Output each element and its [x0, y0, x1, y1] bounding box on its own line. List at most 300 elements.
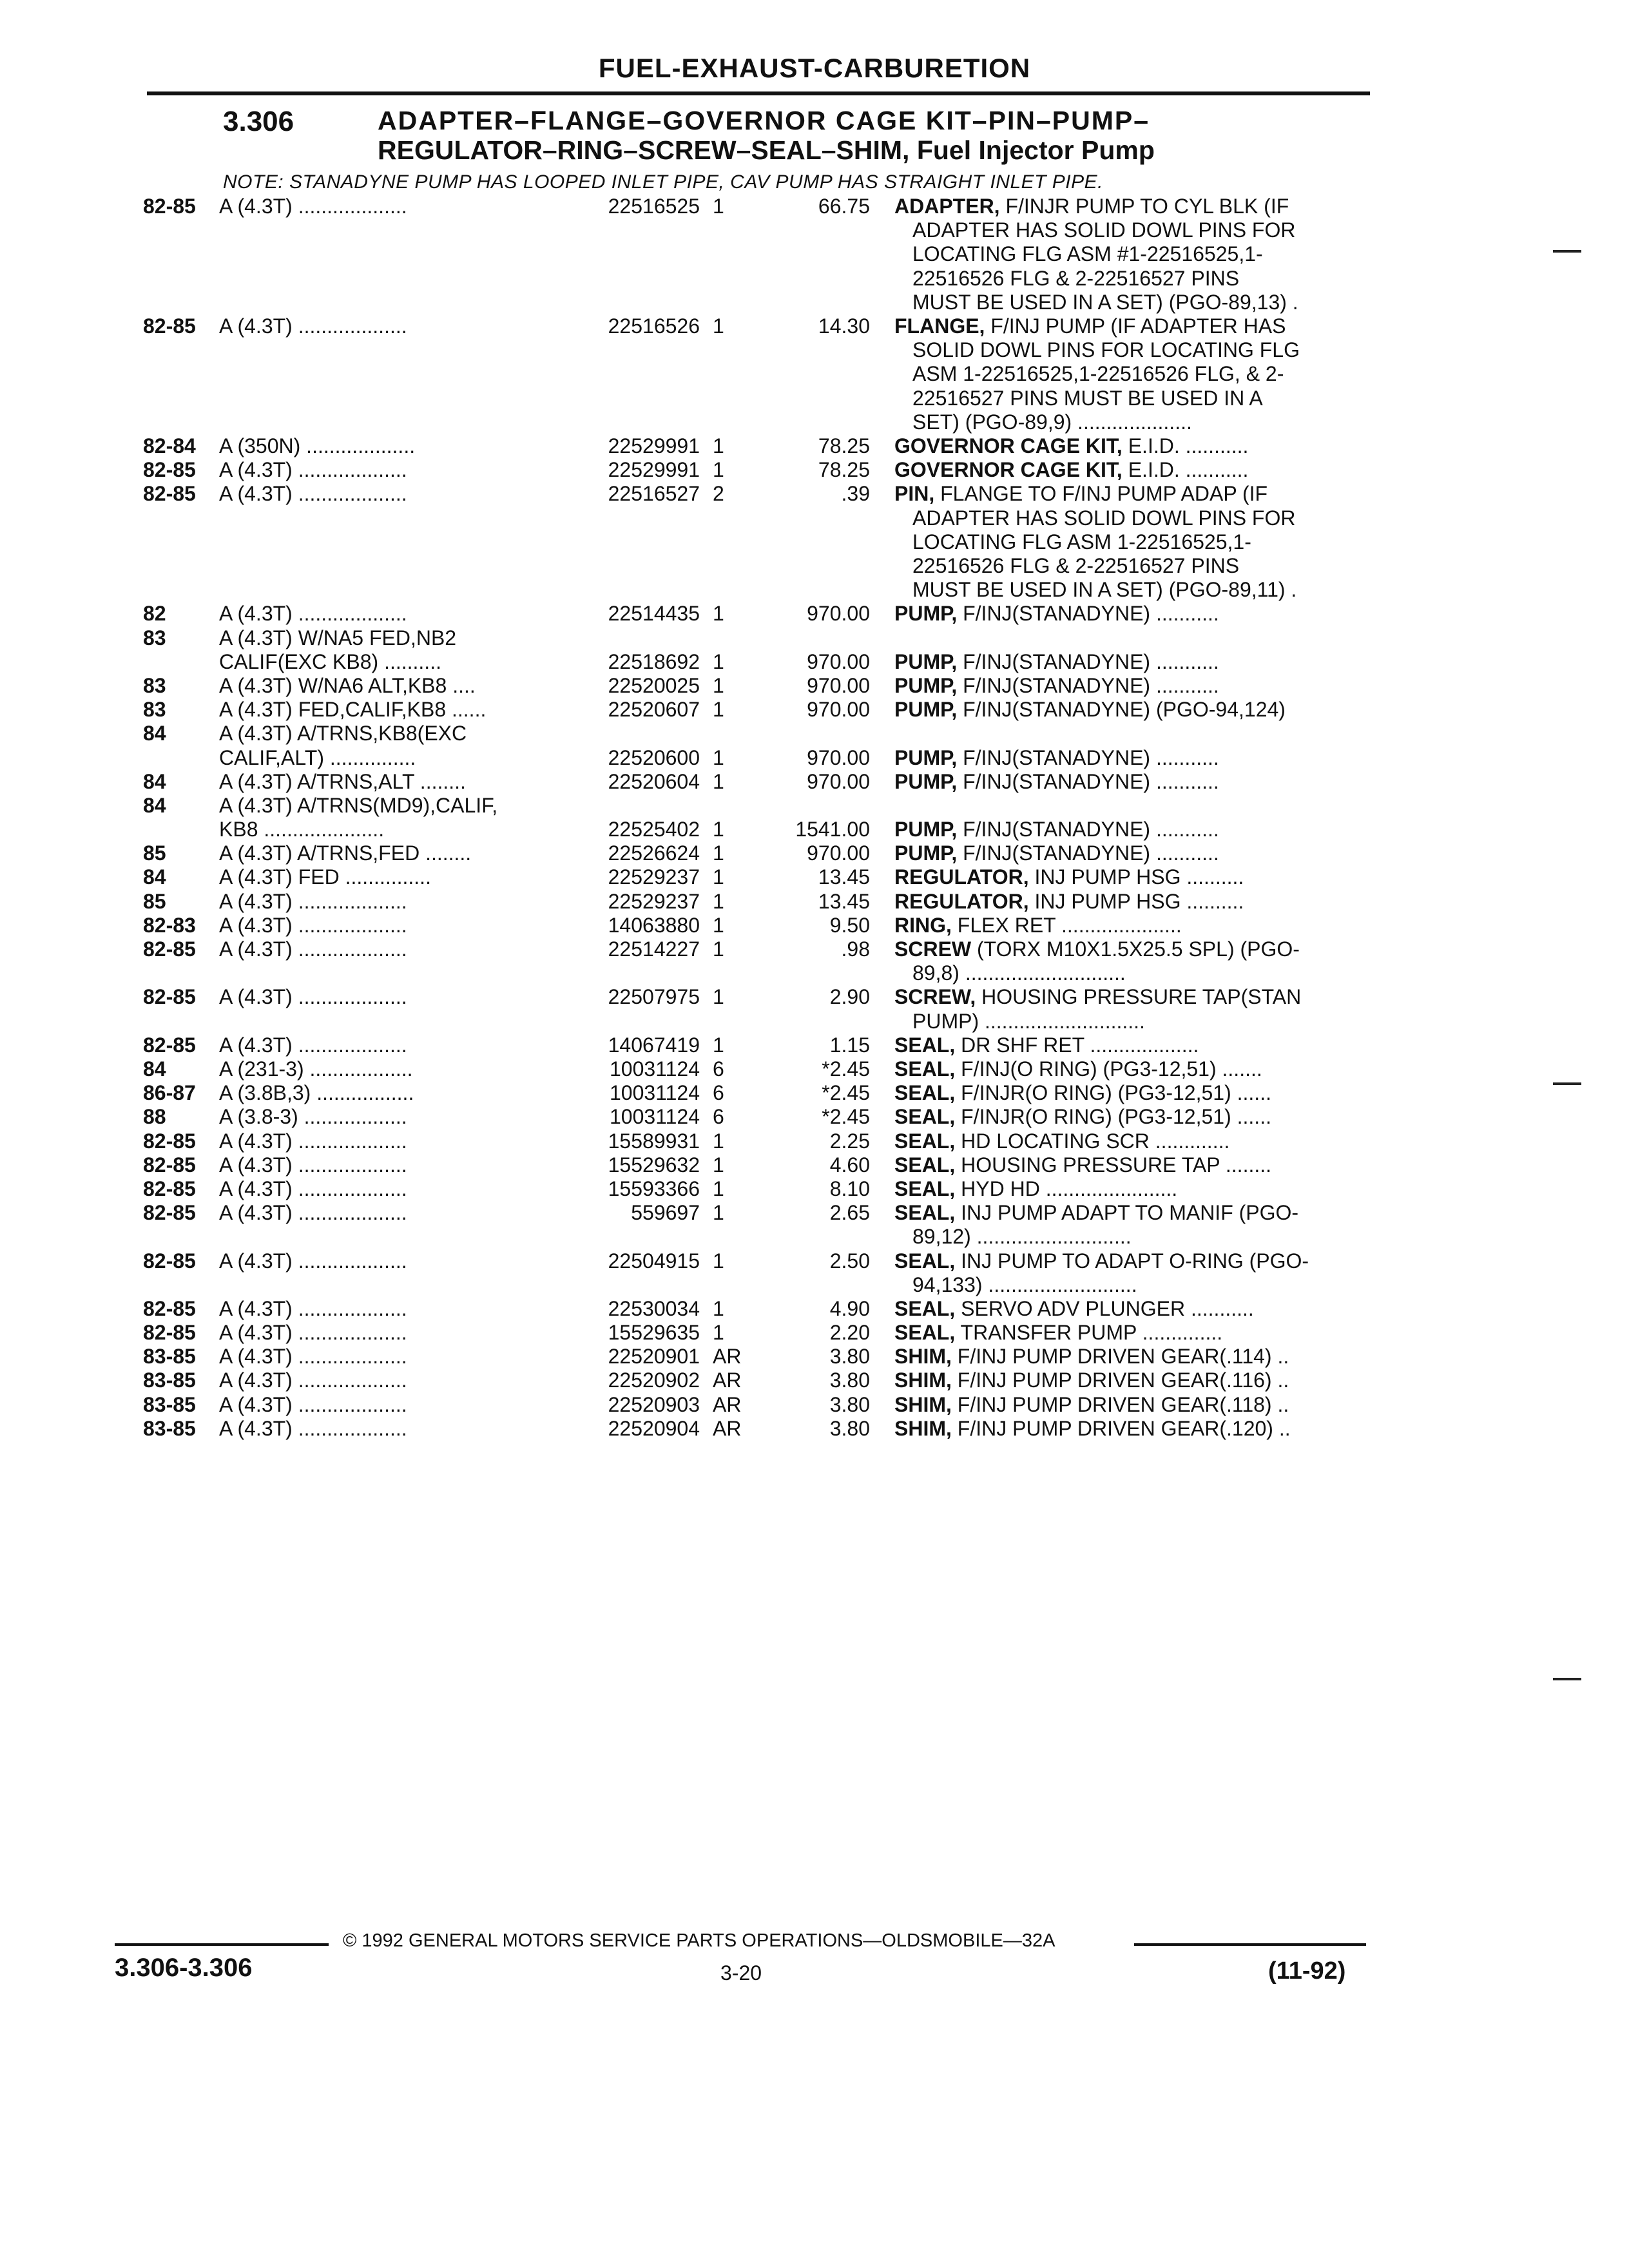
part-number: 22529991	[608, 458, 700, 482]
part-description	[894, 1201, 1365, 1249]
part-name: FLANGE,	[894, 314, 985, 338]
part-description-line: 94,133) ..........................	[912, 1273, 1137, 1296]
part-application	[219, 1393, 568, 1417]
part-description-line	[894, 698, 1365, 722]
part-years: 82-85	[143, 482, 196, 506]
part-application-line: A (231-3) ..................	[219, 1057, 413, 1081]
part-description-text: F/INJ(STANADYNE) ...........	[957, 649, 1219, 673]
table-row	[0, 458, 1629, 482]
part-description-line	[894, 841, 1365, 865]
part-description	[894, 1417, 1365, 1441]
part-name: SHIM,	[894, 1392, 952, 1416]
part-years: 84	[143, 722, 166, 745]
part-quantity: 1	[713, 745, 724, 769]
part-application-line: A (4.3T) ...................	[219, 1129, 407, 1153]
part-application	[219, 1249, 568, 1273]
part-application-line: A (4.3T) ...................	[219, 985, 407, 1009]
part-number: 22520025	[608, 673, 700, 697]
part-number: 22520607	[608, 698, 700, 722]
part-description-line	[894, 1321, 1365, 1345]
part-description-text: FLEX RET .....................	[951, 913, 1182, 937]
part-number: 22529991	[608, 434, 700, 457]
part-years: 84	[143, 793, 166, 817]
part-description-text: F/INJ PUMP DRIVEN GEAR(.120) ..	[951, 1416, 1291, 1440]
part-description-line: ADAPTER HAS SOLID DOWL PINS FOR	[912, 218, 1296, 242]
part-description-text: SERVO ADV PLUNGER ...........	[955, 1296, 1254, 1320]
part-years: 82-85	[143, 1177, 196, 1200]
part-years: 82-85	[143, 937, 196, 961]
part-application-line: A (4.3T) ...................	[219, 314, 407, 338]
part-quantity: AR	[713, 1345, 742, 1369]
part-application	[219, 1081, 568, 1105]
part-number: 15529632	[608, 1153, 700, 1177]
part-quantity: 6	[713, 1081, 724, 1105]
part-description-text: DR SHF RET ...................	[955, 1033, 1199, 1057]
part-description-line	[894, 985, 1365, 1009]
part-application	[219, 1297, 568, 1321]
part-quantity: 1	[713, 818, 724, 841]
part-quantity: AR	[713, 1392, 742, 1416]
part-description	[894, 841, 1365, 865]
part-description-text: F/INJ(STANADYNE) ...........	[957, 602, 1219, 626]
table-row	[0, 1057, 1629, 1081]
part-number: 10031124	[610, 1057, 700, 1081]
part-number: 22529237	[608, 865, 700, 889]
part-price: 3.80	[829, 1416, 870, 1440]
part-description	[894, 314, 1365, 434]
part-application	[219, 1417, 568, 1441]
part-description	[894, 1393, 1365, 1417]
part-description-text: INJ PUMP TO ADAPT O-RING (PGO-	[955, 1249, 1309, 1273]
part-application	[219, 937, 568, 961]
part-description-line	[894, 1201, 1365, 1225]
part-description-line: ASM 1-22516525,1-22516526 FLG, & 2-	[912, 362, 1284, 386]
part-years: 86-87	[143, 1081, 196, 1105]
part-name: PUMP,	[894, 745, 958, 769]
part-years: 88	[143, 1105, 166, 1129]
part-application-line: A (4.3T) A/TRNS,FED ........	[219, 841, 472, 865]
part-application-line: A (4.3T) ...................	[219, 937, 407, 961]
part-description	[894, 890, 1365, 914]
part-quantity: 1	[713, 602, 724, 626]
part-description-text: F/INJR(O RING) (PG3-12,51) ......	[955, 1081, 1271, 1105]
part-name: SEAL,	[894, 1057, 956, 1081]
part-price: *2.45	[822, 1081, 870, 1105]
part-price: 78.25	[818, 458, 870, 482]
part-description-text: E.I.D. ...........	[1122, 434, 1249, 457]
part-name: SEAL,	[894, 1249, 956, 1273]
part-description	[894, 985, 1365, 1033]
part-description-text: INJ PUMP ADAPT TO MANIF (PGO-	[955, 1201, 1299, 1225]
part-description-text: HYD HD .......................	[955, 1177, 1178, 1200]
part-description-line: 89,8) ............................	[912, 961, 1126, 985]
part-quantity: 1	[713, 458, 724, 482]
part-description-line	[894, 1417, 1365, 1441]
part-quantity: 1	[713, 698, 724, 722]
part-years: 82-85	[143, 1033, 196, 1057]
part-description	[894, 1249, 1365, 1297]
part-price: 66.75	[818, 195, 870, 218]
section-note: NOTE: STANADYNE PUMP HAS LOOPED INLET PIPE, CAV PUMP HAS STRAIGHT INLET PIPE.	[223, 171, 1103, 193]
part-description	[894, 602, 1365, 626]
part-name: SHIM,	[894, 1416, 952, 1440]
part-price: 1.15	[829, 1033, 870, 1057]
part-description-line: LOCATING FLG ASM #1-22516525,1-	[912, 242, 1263, 266]
part-number: 14063880	[608, 913, 700, 937]
part-application-line: A (4.3T) ...................	[219, 482, 407, 506]
table-row	[0, 698, 1629, 722]
part-number: 22525402	[608, 818, 700, 841]
part-description-text: F/INJ PUMP DRIVEN GEAR(.114) ..	[951, 1345, 1289, 1369]
part-application-line: A (4.3T) ...................	[219, 1321, 407, 1345]
part-description-line	[894, 1129, 1365, 1153]
section-title-line-2	[378, 135, 1228, 165]
part-description-line: SOLID DOWL PINS FOR LOCATING FLG	[912, 338, 1300, 362]
part-price: 13.45	[818, 865, 870, 889]
part-description-line	[894, 818, 1365, 841]
part-application	[219, 1105, 568, 1129]
part-description-line	[894, 674, 1365, 698]
part-description-line	[894, 937, 1365, 961]
table-row	[0, 626, 1629, 674]
part-price: 2.25	[829, 1129, 870, 1153]
part-quantity: 1	[713, 1129, 724, 1153]
part-application	[219, 458, 568, 482]
part-application-line: A (4.3T) ...................	[219, 1201, 407, 1225]
part-number: 10031124	[610, 1081, 700, 1105]
part-description-line	[894, 195, 1365, 218]
part-application	[219, 1345, 568, 1369]
part-quantity: 1	[713, 1296, 724, 1320]
part-application-line: A (4.3T) A/TRNS,KB8(EXC	[219, 722, 467, 745]
part-name: SHIM,	[894, 1345, 952, 1369]
part-years: 82-85	[143, 1321, 196, 1345]
part-quantity: 1	[713, 769, 724, 793]
part-number: 14067419	[608, 1033, 700, 1057]
table-row	[0, 1129, 1629, 1153]
part-quantity: AR	[713, 1416, 742, 1440]
part-price: 9.50	[829, 913, 870, 937]
part-application-line: A (4.3T) ...................	[219, 602, 407, 626]
part-application-line: A (4.3T) FED,CALIF,KB8 ......	[219, 698, 487, 722]
part-application	[219, 865, 568, 889]
part-quantity: 1	[713, 673, 724, 697]
part-years: 83-85	[143, 1369, 196, 1392]
part-application-line: A (4.3T) ...................	[219, 1296, 407, 1320]
part-years: 82-85	[143, 314, 196, 338]
part-years: 82-85	[143, 458, 196, 482]
table-row	[0, 1201, 1629, 1249]
part-description-line	[894, 1105, 1365, 1129]
part-price: 1541.00	[795, 818, 870, 841]
table-row	[0, 1369, 1629, 1392]
part-number: 22520902	[608, 1369, 700, 1392]
part-name: PUMP,	[894, 649, 958, 673]
footer-page-number: 3-20	[720, 1961, 762, 1984]
part-description-line: PUMP) ............................	[912, 1009, 1145, 1033]
part-years: 82-85	[143, 195, 196, 218]
part-application-line: A (4.3T) A/TRNS(MD9),CALIF,	[219, 793, 498, 817]
part-description-line	[894, 434, 1365, 458]
part-number: 22507975	[608, 985, 700, 1009]
part-description-text: E.I.D. ...........	[1122, 458, 1249, 482]
part-name: REGULATOR,	[894, 889, 1029, 913]
part-description-line	[894, 770, 1365, 794]
part-application	[219, 985, 568, 1009]
part-description	[894, 1153, 1365, 1177]
part-application	[219, 841, 568, 865]
part-description-text: F/INJR(O RING) (PG3-12,51) ......	[955, 1105, 1271, 1129]
table-row	[0, 195, 1629, 314]
part-application	[219, 890, 568, 914]
part-price: 2.65	[829, 1201, 870, 1225]
part-price: 970.00	[807, 769, 870, 793]
part-description-text: TRANSFER PUMP ..............	[955, 1321, 1223, 1345]
part-description-line	[894, 1177, 1365, 1201]
part-years: 83	[143, 626, 166, 649]
part-number: 22514227	[608, 937, 700, 961]
part-application-line: A (4.3T) A/TRNS,ALT ........	[219, 769, 466, 793]
part-application	[219, 314, 568, 338]
part-description-text: F/INJ PUMP (IF ADAPTER HAS	[985, 314, 1286, 338]
part-years: 85	[143, 841, 166, 865]
part-price: 3.80	[829, 1345, 870, 1369]
part-number: 559697	[631, 1201, 700, 1225]
part-years: 83	[143, 698, 166, 722]
part-description-line	[894, 890, 1365, 914]
table-row	[0, 1153, 1629, 1177]
part-description-line: MUST BE USED IN A SET) (PGO-89,13) .	[912, 290, 1298, 314]
part-description-line	[894, 914, 1365, 937]
part-description-line: 89,12) ...........................	[912, 1225, 1132, 1249]
part-description-text: F/INJ(STANADYNE) ...........	[957, 673, 1219, 697]
footer-section-range: 3.306-3.306	[115, 1954, 253, 1982]
part-price: .39	[841, 482, 870, 506]
part-price: 2.20	[829, 1321, 870, 1345]
part-price: 2.90	[829, 985, 870, 1009]
part-quantity: 1	[713, 1177, 724, 1200]
part-application	[219, 770, 568, 794]
part-name: SCREW,	[894, 985, 976, 1009]
part-description	[894, 746, 1365, 770]
part-description-line	[894, 1057, 1365, 1081]
part-description-text: F/INJ PUMP DRIVEN GEAR(.116) ..	[951, 1369, 1289, 1392]
part-number: 22520600	[608, 745, 700, 769]
part-quantity: 1	[713, 889, 724, 913]
section-title	[378, 106, 1228, 165]
margin-mark	[1553, 1678, 1581, 1680]
part-price: 14.30	[818, 314, 870, 338]
table-row	[0, 1417, 1629, 1441]
part-application	[219, 914, 568, 937]
part-number: 22530034	[608, 1296, 700, 1320]
part-application-line: A (4.3T) W/NA6 ALT,KB8 ....	[219, 673, 476, 697]
table-row	[0, 914, 1629, 937]
part-description-line: SET) (PGO-89,9) ....................	[912, 410, 1192, 434]
part-application	[219, 698, 568, 722]
section-number: 3.306	[223, 106, 294, 137]
part-description-line	[894, 650, 1365, 674]
part-price: 970.00	[807, 673, 870, 697]
part-price: .98	[841, 937, 870, 961]
part-application	[219, 1153, 568, 1177]
part-description	[894, 674, 1365, 698]
part-description-text: HD LOCATING SCR .............	[955, 1129, 1230, 1153]
part-years: 83	[143, 673, 166, 697]
part-application	[219, 1201, 568, 1225]
part-price: *2.45	[822, 1105, 870, 1129]
part-application	[219, 1321, 568, 1345]
part-description	[894, 482, 1365, 602]
part-number: 22520604	[608, 769, 700, 793]
part-application	[219, 1033, 568, 1057]
part-years: 83-85	[143, 1345, 196, 1369]
part-application-line: A (4.3T) ...................	[219, 913, 407, 937]
section-subtitle: Fuel Injector Pump	[916, 135, 1155, 165]
part-quantity: 1	[713, 913, 724, 937]
part-quantity: 1	[713, 865, 724, 889]
table-row	[0, 841, 1629, 865]
part-description-line: MUST BE USED IN A SET) (PGO-89,11) .	[912, 578, 1297, 602]
part-description-line: ADAPTER HAS SOLID DOWL PINS FOR	[912, 506, 1296, 530]
table-row	[0, 985, 1629, 1033]
part-price: 3.80	[829, 1392, 870, 1416]
table-row	[0, 674, 1629, 698]
part-description-text: F/INJ(STANADYNE) (PGO-94,124)	[957, 698, 1286, 722]
footer-divider-right	[1134, 1943, 1366, 1946]
part-quantity: 1	[713, 1153, 724, 1177]
part-years: 82-85	[143, 1201, 196, 1225]
part-price: *2.45	[822, 1057, 870, 1081]
part-description-text: INJ PUMP HSG ..........	[1028, 865, 1244, 889]
table-row	[0, 1081, 1629, 1105]
part-name: SCREW	[894, 937, 972, 961]
table-row	[0, 1105, 1629, 1129]
section-title-line-2-text: REGULATOR–RING–SCREW–SEAL–SHIM,	[378, 135, 910, 165]
table-row	[0, 865, 1629, 889]
margin-mark	[1553, 1082, 1581, 1085]
part-quantity: 1	[713, 937, 724, 961]
table-row	[0, 1321, 1629, 1345]
part-application	[219, 482, 568, 506]
part-years: 84	[143, 769, 166, 793]
part-description-line	[894, 1249, 1365, 1273]
part-application	[219, 602, 568, 626]
part-quantity: 1	[713, 314, 724, 338]
part-application-line: A (4.3T) W/NA5 FED,NB2	[219, 626, 457, 649]
part-application-line: A (4.3T) ...................	[219, 1392, 407, 1416]
part-description	[894, 650, 1365, 674]
part-description-line	[894, 458, 1365, 482]
part-description	[894, 937, 1365, 985]
part-description-line	[894, 865, 1365, 889]
part-price: 3.80	[829, 1369, 870, 1392]
part-application	[219, 1057, 568, 1081]
part-number: 15589931	[608, 1129, 700, 1153]
part-quantity: 1	[713, 1249, 724, 1273]
part-number: 22520904	[608, 1416, 700, 1440]
part-price: 970.00	[807, 745, 870, 769]
part-description-line	[894, 1369, 1365, 1392]
table-row	[0, 1177, 1629, 1201]
table-row	[0, 722, 1629, 769]
part-number: 15593366	[608, 1177, 700, 1200]
part-description-text: FLANGE TO F/INJ PUMP ADAP (IF	[934, 482, 1268, 506]
margin-mark	[1553, 250, 1581, 253]
part-number: 10031124	[610, 1105, 700, 1129]
part-quantity: 1	[713, 841, 724, 865]
part-years: 82-83	[143, 913, 196, 937]
part-application-line: A (350N) ...................	[219, 434, 416, 457]
part-application	[219, 1177, 568, 1201]
part-name: PUMP,	[894, 841, 958, 865]
part-description	[894, 914, 1365, 937]
part-name: PUMP,	[894, 818, 958, 841]
part-name: GOVERNOR CAGE KIT,	[894, 458, 1123, 482]
part-quantity: 1	[713, 195, 724, 218]
part-name: SEAL,	[894, 1177, 956, 1200]
part-description	[894, 458, 1365, 482]
part-application-line: CALIF(EXC KB8) ..........	[219, 649, 441, 673]
part-name: ADAPTER,	[894, 195, 1000, 218]
part-price: 4.90	[829, 1296, 870, 1320]
part-name: REGULATOR,	[894, 865, 1029, 889]
part-name: PIN,	[894, 482, 935, 506]
part-price: 4.60	[829, 1153, 870, 1177]
part-quantity: 1	[713, 649, 724, 673]
part-application	[219, 434, 568, 458]
table-row	[0, 482, 1629, 602]
table-row	[0, 1297, 1629, 1321]
part-application-line: A (4.3T) ...................	[219, 458, 407, 482]
part-application	[219, 794, 568, 841]
part-application	[219, 674, 568, 698]
part-quantity: 1	[713, 985, 724, 1009]
part-years: 85	[143, 889, 166, 913]
part-description-text: HOUSING PRESSURE TAP(STAN	[976, 985, 1302, 1009]
part-application-line: A (4.3T) ...................	[219, 1416, 407, 1440]
part-price: 8.10	[829, 1177, 870, 1200]
part-number: 22516525	[608, 195, 700, 218]
part-years: 83-85	[143, 1416, 196, 1440]
part-description	[894, 770, 1365, 794]
part-name: PUMP,	[894, 673, 958, 697]
part-application-line: A (3.8B,3) .................	[219, 1081, 414, 1105]
part-number: 22516526	[608, 314, 700, 338]
table-row	[0, 602, 1629, 626]
part-application-line: A (3.8-3) ..................	[219, 1105, 407, 1129]
part-description-line	[894, 1153, 1365, 1177]
part-name: SEAL,	[894, 1321, 956, 1345]
part-price: 970.00	[807, 841, 870, 865]
part-application-line: A (4.3T) ...................	[219, 889, 407, 913]
part-application-line: A (4.3T) ...................	[219, 1345, 407, 1369]
part-years: 82-84	[143, 434, 196, 457]
part-number: 22514435	[608, 602, 700, 626]
part-application-line: A (4.3T) FED ...............	[219, 865, 431, 889]
part-description-line	[894, 314, 1365, 338]
part-description-line: 22516527 PINS MUST BE USED IN A	[912, 386, 1263, 410]
part-description-text: (TORX M10X1.5X25.5 SPL) (PGO-	[971, 937, 1300, 961]
part-description-text: F/INJR PUMP TO CYL BLK (IF	[999, 195, 1289, 218]
part-description	[894, 1057, 1365, 1081]
part-name: PUMP,	[894, 698, 958, 722]
part-application	[219, 1129, 568, 1153]
part-description-text: F/INJ(STANADYNE) ...........	[957, 745, 1219, 769]
table-row	[0, 1345, 1629, 1369]
part-description-line: LOCATING FLG ASM 1-22516525,1-	[912, 530, 1251, 553]
part-name: SEAL,	[894, 1153, 956, 1177]
